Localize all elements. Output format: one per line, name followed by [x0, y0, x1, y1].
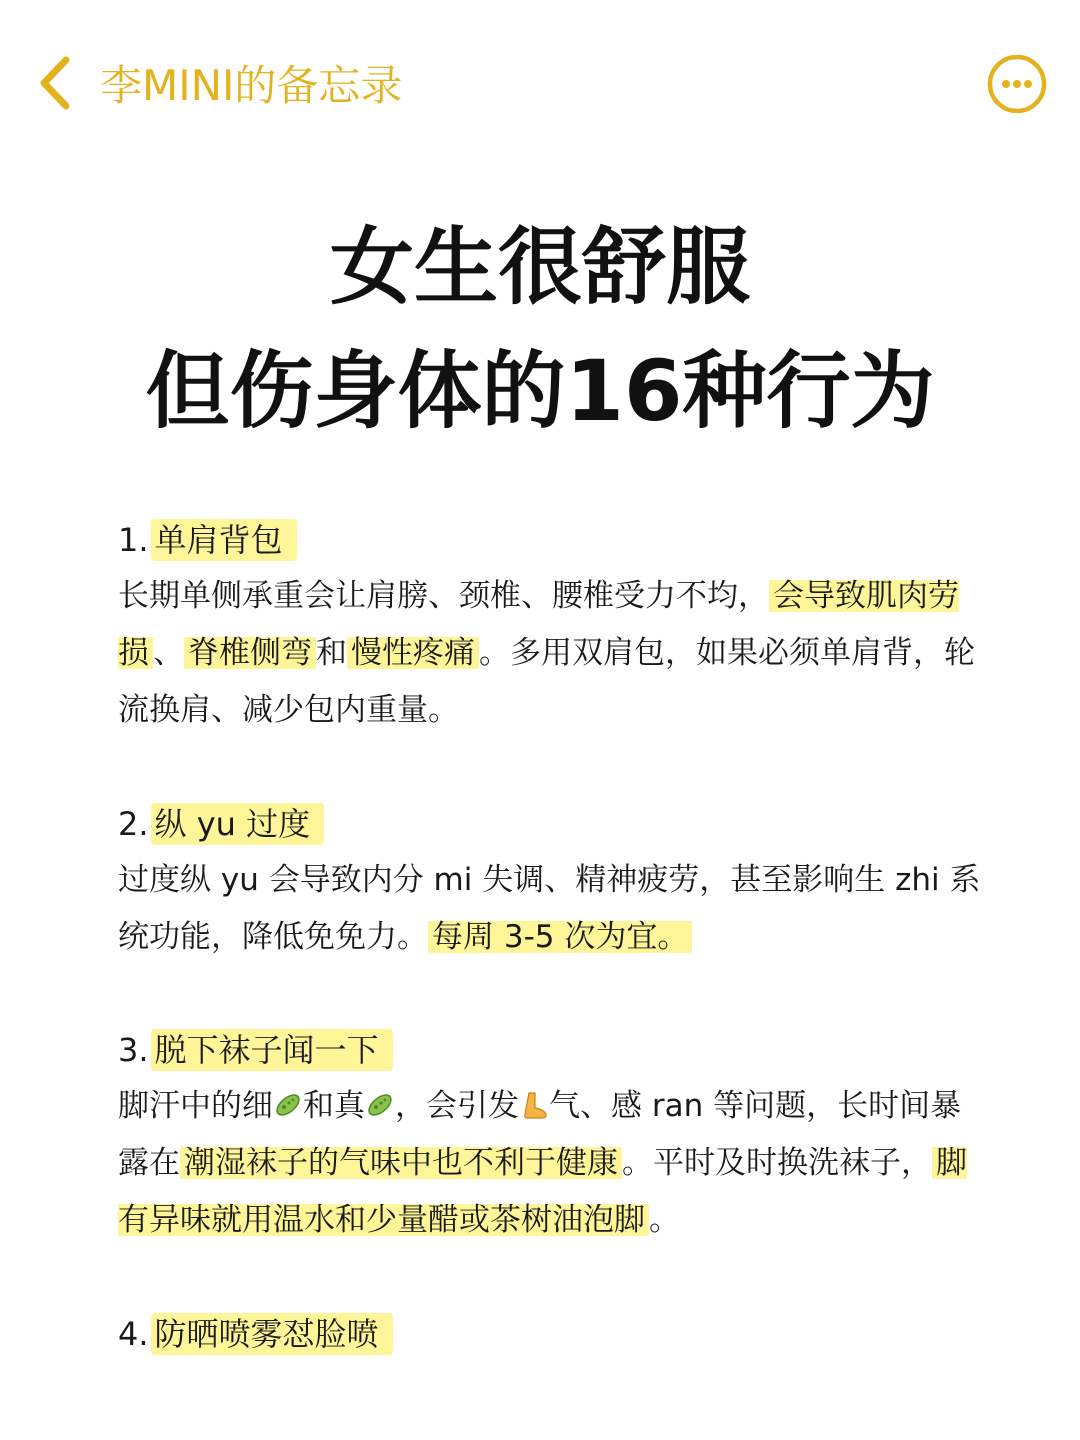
section-title-text: 纵 yu 过度 [151, 803, 325, 845]
back-button[interactable] [34, 52, 78, 114]
body-text: ，会引发 [395, 1088, 519, 1124]
body-text: 和真 [303, 1088, 365, 1124]
section-body [118, 852, 988, 966]
section-title [118, 1306, 988, 1362]
foot-icon [519, 1090, 549, 1120]
note-content [118, 512, 988, 1366]
section-title-text: 脱下袜子闻一下 [151, 1029, 393, 1071]
section-3 [118, 1022, 988, 1306]
section-title-text: 单肩背包 [151, 519, 297, 561]
body-text: 。 [649, 1202, 680, 1238]
section-number: 2. [118, 805, 149, 843]
highlight-text: 每周 3-5 次为宜。 [428, 919, 692, 955]
body-text: 长期单侧承重会让肩膀、颈椎、腰椎受力不均， [118, 578, 769, 614]
section-number: 1. [118, 521, 149, 559]
highlight-text: 慢性疼痛 [347, 635, 479, 671]
section-body [118, 1078, 988, 1249]
section-title [118, 796, 988, 852]
page-headline [0, 205, 1080, 453]
body-text: 。多用双肩包，如果必须单肩背，轮流换肩、减少包内重量。 [118, 635, 975, 728]
section-4 [118, 1306, 988, 1366]
section-2 [118, 796, 988, 1022]
section-title [118, 1022, 988, 1078]
nav-title: 李MINI的备忘录 [100, 61, 403, 110]
section-number: 3. [118, 1031, 149, 1069]
section-title [118, 512, 988, 568]
section-body [118, 568, 988, 739]
highlight-text: 脊椎侧弯 [184, 635, 316, 671]
body-text: 。平时及时换洗袜子， [622, 1145, 932, 1181]
more-horizontal-icon [986, 100, 1048, 119]
headline-line-2: 但伤身体的16种行为 [145, 342, 935, 440]
highlight-text: 脚有异味就用温水和少量醋或茶树油泡脚 [118, 1145, 967, 1238]
headline-line-1: 女生很舒服 [329, 218, 750, 316]
microbe-icon [365, 1090, 395, 1120]
body-text: 气、感 ran 等问题，长时间暴露在 [118, 1088, 962, 1181]
section-1 [118, 512, 988, 796]
body-text: 、 [153, 635, 184, 671]
highlight-text: 会导致肌肉劳损 [118, 578, 959, 671]
highlight-text: 潮湿袜子的气味中也不利于健康 [180, 1145, 622, 1181]
more-button[interactable] [986, 53, 1048, 115]
section-number: 4. [118, 1315, 149, 1353]
body-text: 过度纵 yu 会导致内分 mi 失调、精神疲劳，甚至影响生 zhi 系统功能，降低免免力。 [118, 862, 981, 955]
chevron-left-icon [34, 99, 78, 118]
body-text: 和 [316, 635, 347, 671]
microbe-icon [273, 1090, 303, 1120]
section-title-text: 防晒喷雾怼脸喷 [151, 1313, 393, 1355]
nav-bar [0, 0, 1080, 170]
body-text: 脚汗中的细 [118, 1088, 273, 1124]
